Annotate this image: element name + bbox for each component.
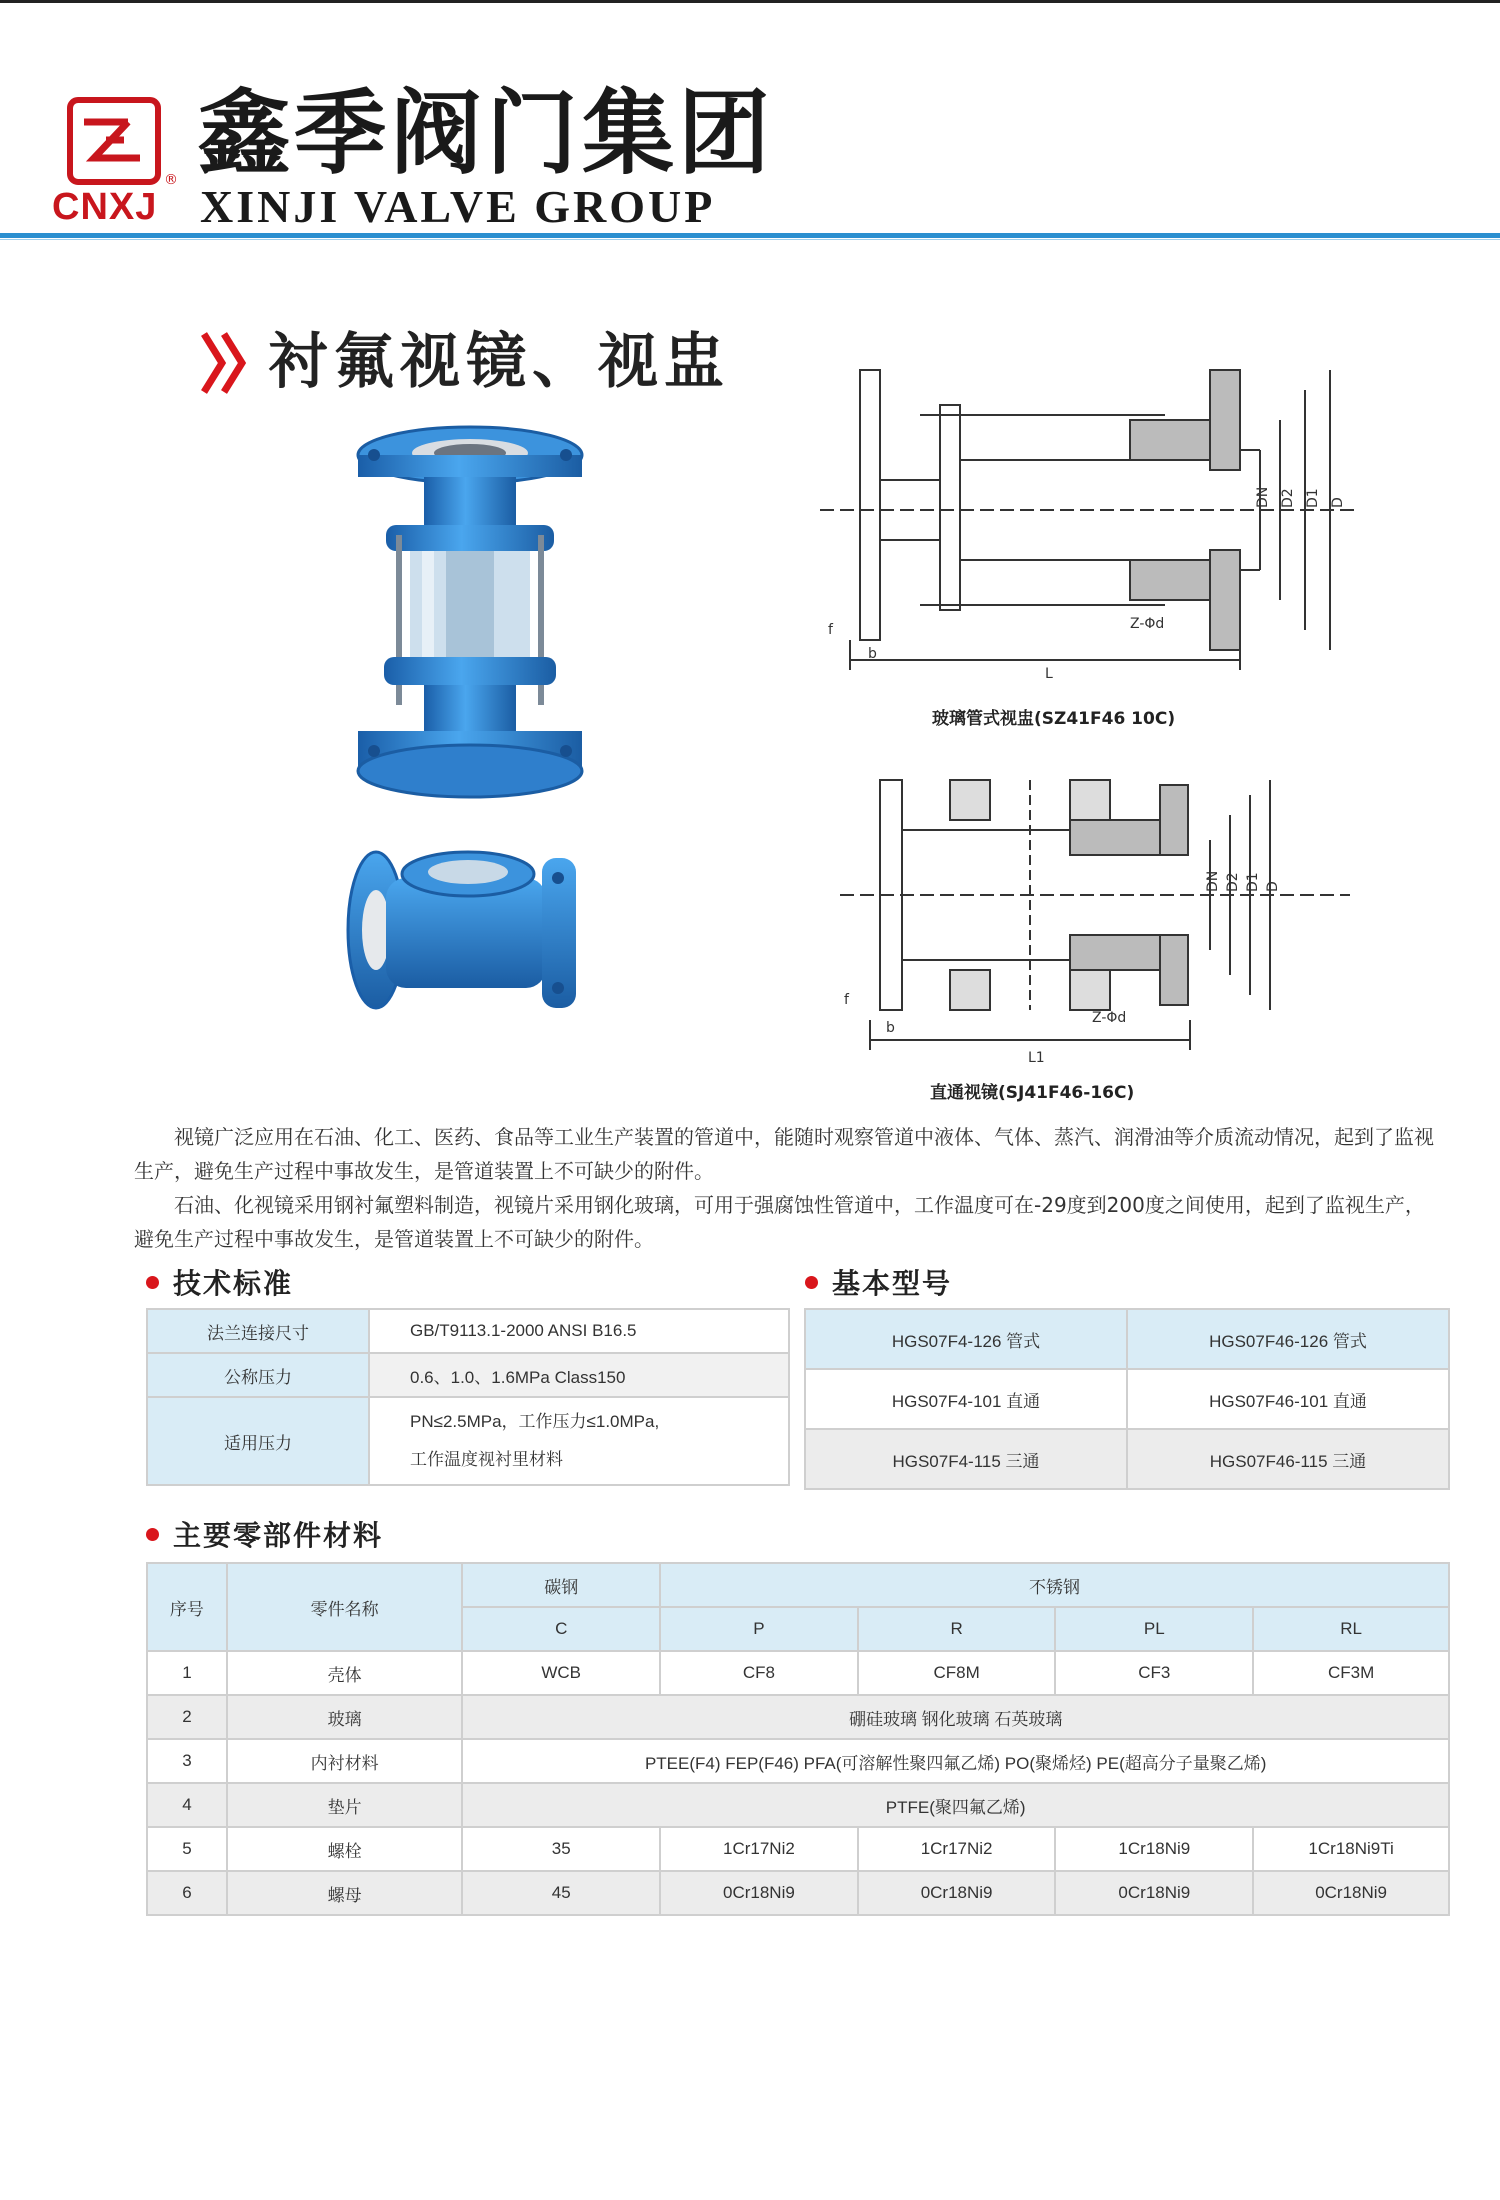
cell-no: 1: [147, 1651, 227, 1695]
table-row: [147, 1739, 1449, 1783]
tech-standard-table: [146, 1308, 790, 1486]
cell-p: 0Cr18Ni9: [660, 1871, 858, 1915]
model-cell: HGS07F4-101 直通: [805, 1369, 1127, 1429]
basic-models-table: [804, 1308, 1450, 1490]
std-value: [369, 1397, 789, 1485]
col-header-p: P: [660, 1607, 858, 1651]
table-row: [147, 1827, 1449, 1871]
cell-no: 3: [147, 1739, 227, 1783]
cell-span: PTFE(聚四氟乙烯): [462, 1783, 1449, 1827]
top-rule: [0, 0, 1500, 3]
col-header-stainless: 不锈钢: [660, 1563, 1449, 1607]
header-rule-thin: [0, 239, 1500, 240]
cell-rl: CF3M: [1253, 1651, 1449, 1695]
tech-standard-heading-text: 技术标准: [173, 1267, 294, 1300]
cell-no: 4: [147, 1783, 227, 1827]
dim2-dn-label: DN: [1205, 870, 1221, 892]
cell-c: 45: [462, 1871, 660, 1915]
bullet-dot-icon: [146, 1528, 159, 1541]
cell-pl: 1Cr18Ni9: [1055, 1827, 1253, 1871]
brand-abbr: CNXJ: [52, 186, 158, 228]
col-header-no: 序号: [147, 1563, 227, 1651]
cell-pl: 0Cr18Ni9: [1055, 1871, 1253, 1915]
materials-table: [146, 1562, 1450, 1916]
std-value-line: PN≤2.5MPa，工作压力≤1.0MPa,: [410, 1412, 660, 1431]
tubular-drawing-caption: 玻璃管式视盅(SZ41F46 10C): [932, 709, 1176, 729]
col-header-rl: RL: [1253, 1607, 1449, 1651]
cell-p: CF8: [660, 1651, 858, 1695]
col-header-part: 零件名称: [227, 1563, 463, 1651]
cell-part: 玻璃: [227, 1695, 463, 1739]
cell-part: 螺栓: [227, 1827, 463, 1871]
dim2-l1-label: L1: [1028, 1050, 1045, 1066]
cell-no: 2: [147, 1695, 227, 1739]
dim-d1-label: D1: [1305, 488, 1321, 508]
table-row: [147, 1695, 1449, 1739]
dim2-f-label: f: [844, 992, 849, 1008]
tubular-sight-glass-drawing: [820, 360, 1380, 690]
cell-no: 6: [147, 1871, 227, 1915]
table-row: [147, 1871, 1449, 1915]
bullet-dot-icon: [146, 1276, 159, 1289]
dim-l-label: L: [1045, 666, 1053, 682]
dim2-b-label: b: [886, 1020, 895, 1036]
cell-no: 5: [147, 1827, 227, 1871]
dim-d2-label: D2: [1280, 488, 1296, 508]
dim-dn-label: DN: [1255, 486, 1271, 508]
dim-d-label: D: [1330, 497, 1346, 508]
bullet-dot-icon: [805, 1276, 818, 1289]
table-row: [147, 1783, 1449, 1827]
dim2-zd-label: Z-Φd: [1092, 1010, 1127, 1026]
dim-b-label: b: [868, 646, 877, 662]
cell-part: 螺母: [227, 1871, 463, 1915]
cell-r: 1Cr17Ni2: [858, 1827, 1056, 1871]
intro-text: [134, 1120, 1434, 1256]
basic-models-heading: [805, 1262, 952, 1302]
model-cell: HGS07F46-101 直通: [1127, 1369, 1449, 1429]
section-title: 衬氟视镜、视盅: [268, 327, 730, 397]
cell-p: 1Cr17Ni2: [660, 1827, 858, 1871]
basic-models-heading-text: 基本型号: [832, 1267, 953, 1300]
std-value: GB/T9113.1-2000 ANSI B16.5: [369, 1309, 789, 1353]
model-cell: HGS07F46-126 管式: [1127, 1309, 1449, 1369]
cell-rl: 0Cr18Ni9: [1253, 1871, 1449, 1915]
company-name-cn: 鑫季阀门集团: [198, 80, 775, 187]
cell-part: 内衬材料: [227, 1739, 463, 1783]
cell-r: 0Cr18Ni9: [858, 1871, 1056, 1915]
header-rule: [0, 233, 1500, 238]
dim2-d1-label: D1: [1245, 872, 1261, 892]
materials-heading-text: 主要零部件材料: [173, 1519, 384, 1552]
dim-f-label: f: [828, 622, 833, 638]
cell-part: 壳体: [227, 1651, 463, 1695]
std-label: 法兰连接尺寸: [147, 1309, 369, 1353]
materials-heading: [146, 1514, 383, 1554]
double-chevron-icon: [200, 330, 252, 396]
registered-mark: ®: [164, 172, 178, 188]
tubular-sight-glass-photo: [340, 425, 600, 825]
cell-r: CF8M: [858, 1651, 1056, 1695]
tech-standard-heading: [146, 1262, 293, 1302]
dim-zd-label: Z-Φd: [1130, 616, 1165, 632]
straight-drawing-caption: 直通视镜(SJ41F46-16C): [930, 1083, 1135, 1103]
model-cell: HGS07F46-115 三通: [1127, 1429, 1449, 1489]
std-label: 公称压力: [147, 1353, 369, 1397]
dim2-d2-label: D2: [1225, 872, 1241, 892]
cell-span: PTEE(F4) FEP(F46) PFA(可溶解性聚四氟乙烯) PO(聚烯烃) PE(超高分子量聚乙烯): [462, 1739, 1449, 1783]
cell-c: WCB: [462, 1651, 660, 1695]
cell-span: 硼硅玻璃 钢化玻璃 石英玻璃: [462, 1695, 1449, 1739]
company-logo-icon: [66, 96, 162, 186]
col-header-carbon: 碳钢: [462, 1563, 660, 1607]
std-value: 0.6、1.0、1.6MPa Class150: [369, 1353, 789, 1397]
col-header-r: R: [858, 1607, 1056, 1651]
intro-paragraph-1: 视镜广泛应用在石油、化工、医药、食品等工业生产装置的管道中，能随时观察管道中液体、气体、蒸汽、润滑油等介质流动情况，起到了监视生产，避免生产过程中事故发生，是管道装置上不可缺少的附件。: [134, 1125, 1434, 1183]
straight-sight-glass-photo: [346, 838, 586, 1018]
cell-rl: 1Cr18Ni9Ti: [1253, 1827, 1449, 1871]
table-row: [147, 1651, 1449, 1695]
cell-c: 35: [462, 1827, 660, 1871]
model-cell: HGS07F4-126 管式: [805, 1309, 1127, 1369]
cell-pl: CF3: [1055, 1651, 1253, 1695]
model-cell: HGS07F4-115 三通: [805, 1429, 1127, 1489]
company-name-en: XINJI VALVE GROUP: [200, 181, 716, 232]
intro-paragraph-2: 石油、化视镜采用钢衬氟塑料制造，视镜片采用钢化玻璃，可用于强腐蚀性管道中，工作温度可在-29度到200度之间使用，起到了监视生产，避免生产过程中事故发生，是管道装置上不可缺少的附件。: [134, 1193, 1425, 1251]
dim2-d-label: D: [1265, 881, 1281, 892]
std-value-line: 工作温度视衬里材料: [410, 1450, 563, 1469]
col-header-c: C: [462, 1607, 660, 1651]
col-header-pl: PL: [1055, 1607, 1253, 1651]
cell-part: 垫片: [227, 1783, 463, 1827]
straight-sight-glass-drawing: [830, 770, 1360, 1070]
std-label: 适用压力: [147, 1397, 369, 1485]
